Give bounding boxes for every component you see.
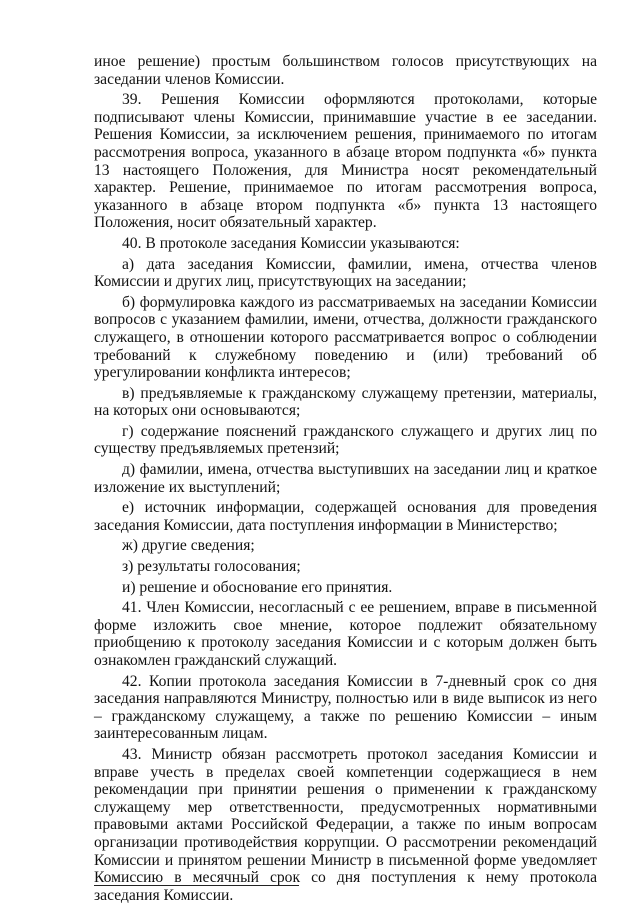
list-item-v: в) предъявляемые к гражданскому служащему претензии, материалы, на которых они основываются; (94, 384, 597, 420)
list-item-b: б) формулировка каждого из рассматриваемых на заседании Комиссии вопросов с указанием фамилии, имени, отчества, должности гражданского служащего, в отношении которого рассматривается вопрос о соблюдении требований к служебному поведению и (или) требований об урегулировании конфликта интересов; (94, 293, 597, 382)
list-item-g: г) содержание пояснений гражданского служащего и других лиц по существу предъявляемых претензий; (94, 422, 597, 458)
list-item-zh: ж) другие сведения; (122, 537, 255, 555)
paragraph-41: 41. Член Комиссии, несогласный с ее решением, вправе в письменной форме изложить свое мнение, которое подлежит обязательному приобщению к протоколу заседания Комиссии и с которым должен быть ознакомлен гражданский служащий. (94, 599, 597, 669)
paragraph-43: 43. Министр обязан рассмотреть протокол заседания Комиссии и вправе учесть в пределах своей компетенции содержащиеся в нем рекомендации при принятии решения о применении к гражданскому служащему мер ответственности, предусмотренных нормативными правовыми актами Российской Федерации, а также по иным вопросам организации противодействия коррупции. О рассмотрении рекомендаций Комиссии и принятом решении Министр в письменной форме уведомляет Комиссию в месячный срок со дня поступления к нему протокола заседания Комиссии. (94, 745, 597, 904)
document-body (94, 53, 597, 907)
list-item-i: и) решение и обоснование его принятия. (122, 578, 393, 596)
list-item-z: з) результаты голосования; (122, 558, 301, 576)
paragraph-42: 42. Копии протокола заседания Комиссии в 7-дневный срок со дня заседания направляются Министру, полностью или в виде выписок из него – гражданскому служащему, а также по решению Комиссии – иным заинтересованным лицам. (94, 672, 597, 743)
list-item-e: е) источник информации, содержащей основания для проведения заседания Комиссии, дата поступления информации в Министерство; (94, 499, 597, 534)
paragraph-40-heading: 40. В протоколе заседания Комиссии указываются: (122, 234, 460, 252)
paragraph-39: 39. Решения Комиссии оформляются протоколами, которые подписывают члены Комиссии, принимавшие участие в ее заседании. Решения Комиссии, за исключением решения, принимаемого по итогам рассмотрения вопроса, указанного в абзаце втором подпункта «б» пункта 13 настоящего Положения, для Министра носят рекомендательный характер. Решение, принимаемое по итогам рассмотрения вопроса, указанного в абзаце втором подпункта «б» пункта 13 настоящего Положения, носит обязательный характер. (94, 91, 597, 232)
footnote-divider (94, 885, 299, 886)
list-item-a: а) дата заседания Комиссии, фамилии, имена, отчества членов Комиссии и других лиц, присутствующих на заседании; (94, 255, 597, 291)
list-item-d: д) фамилии, имена, отчества выступивших на заседании лиц и краткое изложение их выступлений; (94, 461, 597, 496)
paragraph-continuation: иное решение) простым большинством голосов присутствующих на заседании членов Комиссии. (94, 53, 597, 88)
